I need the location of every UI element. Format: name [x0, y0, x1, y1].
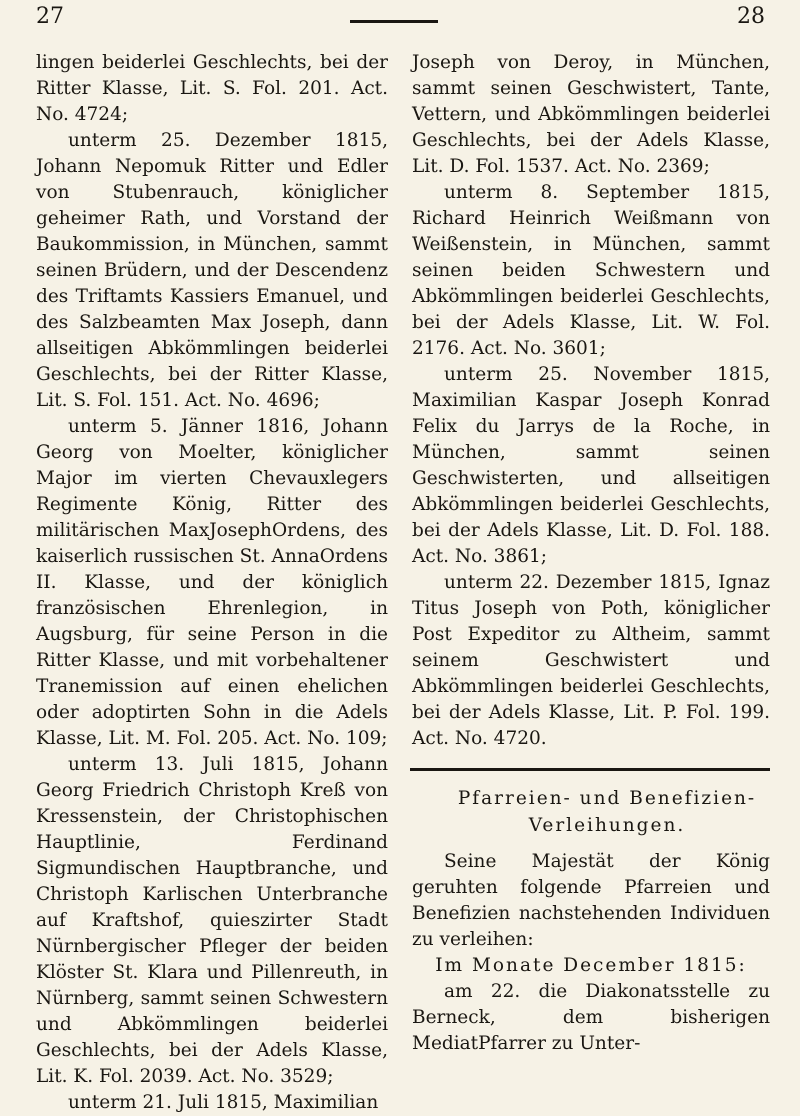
right-column [412, 50, 770, 1057]
entry-paragraph: unterm 22. Dezember 1815, Ignaz Titus Joseph von Poth, königlicher Post Expeditor zu Altheim, sammt seinem Geschwistert und Abkömmlingen beiderlei Geschlechts, bei der Adels Klasse, Lit. P. Fol. 199. Act. No. 4720. [412, 572, 770, 749]
section-intro: Seine Majestät der König geruhten folgende Pfarreien und Benefizien nachstehenden Individuen zu verleihen: [412, 851, 770, 950]
entry-paragraph: lingen beiderlei Geschlechts, bei der Ritter Klasse, Lit. S. Fol. 201. Act. No. 4724; [36, 52, 388, 125]
section-title: Pfarreien- und Benefizien- [457, 788, 757, 809]
entry-paragraph: Joseph von Deroy, in München, sammt seinen Geschwistert, Tante, Vettern, und Abkömmlingen beiderlei Geschlechts, bei der Adels Klasse, Lit. D. Fol. 1537. Act. No. 2369; [412, 52, 770, 177]
section-divider [410, 768, 770, 771]
page-number-left: 27 [36, 4, 64, 29]
header-rule [350, 20, 438, 23]
page-number-right: 28 [737, 4, 765, 29]
month-heading: Im Monate December 1815: [435, 955, 747, 976]
entry-paragraph: unterm 21. Juli 1815, Maximilian [68, 1092, 379, 1113]
entry-paragraph: unterm 25. November 1815, Maximilian Kaspar Joseph Konrad Felix du Jarrys de la Roche, in München, sammt seinen Geschwisterten, und allseitigen Abkömmlingen beiderlei Geschlechts, bei der Adels Klasse, Lit. D. Fol. 188. Act. No. 3861; [412, 364, 770, 567]
section-entry: am 22. die Diakonatsstelle zu Berneck, dem bisherigen MediatPfarrer zu Unter- [412, 981, 770, 1054]
entry-paragraph: unterm 13. Juli 1815, Johann Georg Friedrich Christoph Kreß von Kressenstein, der Christophischen Hauptlinie, Ferdinand Sigmundischen Hauptbranche, und Christoph Karlischen Unterbranche auf Kraftshof, quieszirter Stadt Nürnbergischer Pfleger der beiden Klöster St. Klara und Pillenreuth, in Nürnberg, sammt seinen Schwestern und Abkömmlingen beiderlei Geschlechts, bei der Adels Klasse, Lit. K. Fol. 2039. Act. No. 3529; [36, 754, 388, 1087]
left-column [36, 50, 388, 1116]
entry-paragraph: unterm 25. Dezember 1815, Johann Nepomuk Ritter und Edler von Stubenrauch, königlicher geheimer Rath, und Vorstand der Baukommission, in München, sammt seinen Brüdern, und der Descendenz des Triftamts Kassiers Emanuel, und des Salzbeamten Max Joseph, dann allseitigen Abkömmlingen beiderlei Geschlechts, bei der Ritter Klasse, Lit. S. Fol. 151. Act. No. 4696; [36, 130, 388, 411]
section-title-continued: Verleihungen. [528, 815, 686, 836]
entry-paragraph: unterm 8. September 1815, Richard Heinrich Weißmann von Weißenstein, in München, sammt seinen beiden Schwestern und Abkömmlingen beiderlei Geschlechts, bei der Adels Klasse, Lit. W. Fol. 2176. Act. No. 3601; [412, 182, 770, 359]
entry-paragraph: unterm 5. Jänner 1816, Johann Georg von Moelter, königlicher Major im vierten Chevauxlegers Regimente König, Ritter des militärischen MaxJosephOrdens, des kaiserlich russischen St. AnnaOrdens II. Klasse, und der königlich französischen Ehrenlegion, in Augsburg, für seine Person in die Ritter Klasse, und mit vorbehaltener Tranemission auf einen ehelichen oder adoptirten Sohn in die Adels Klasse, Lit. M. Fol. 205. Act. No. 109; [36, 416, 388, 749]
